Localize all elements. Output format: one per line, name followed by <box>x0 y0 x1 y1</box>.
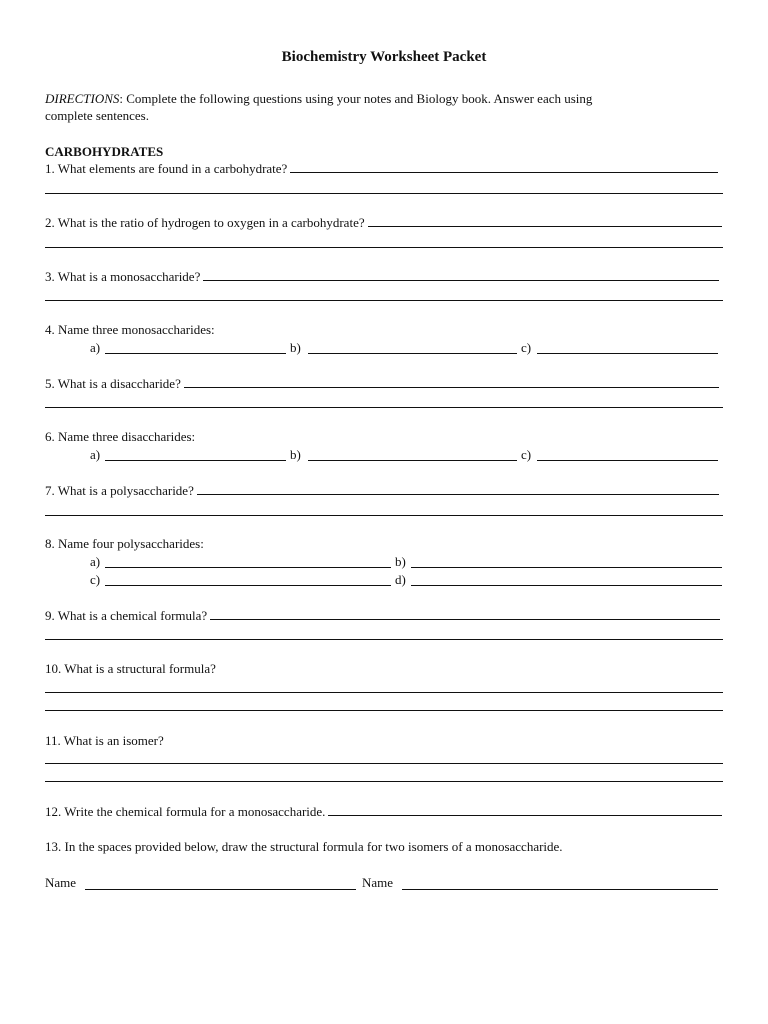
question-9-label: 9. What is a chemical formula? <box>45 608 208 623</box>
question-12-label: 12. Write the chemical formula for a monosaccharide. <box>45 804 326 819</box>
question-2-label: 2. What is the ratio of hydrogen to oxygen in a carbohydrate? <box>45 215 365 230</box>
question-9 <box>45 607 720 623</box>
name-field-2[interactable] <box>402 889 718 890</box>
q6-choice-a-label: a) <box>90 447 101 462</box>
question-2 <box>45 214 722 230</box>
directions-line-1 <box>45 91 592 106</box>
directions-label: DIRECTIONS <box>45 91 120 106</box>
question-12-answer-line[interactable] <box>328 815 722 816</box>
q8-choice-d-label: d) <box>395 572 406 587</box>
question-1-label: 1. What elements are found in a carbohydrate? <box>45 161 288 176</box>
question-10-answer-line-2[interactable] <box>45 710 723 711</box>
q8-choice-c-line[interactable] <box>105 585 391 586</box>
q6-choice-c-line[interactable] <box>537 460 718 461</box>
question-11-answer-line-2[interactable] <box>45 781 723 782</box>
question-10-answer-line-1[interactable] <box>45 692 723 693</box>
question-1-answer-line[interactable] <box>290 172 718 173</box>
section-heading: CARBOHYDRATES <box>45 144 164 159</box>
question-7 <box>45 482 719 498</box>
q6-choice-b-label: b) <box>290 447 301 462</box>
question-1-answer-line-2[interactable] <box>45 193 723 194</box>
question-6-label: 6. Name three disaccharides: <box>45 429 196 444</box>
q4-choice-b-line[interactable] <box>308 353 517 354</box>
question-11-answer-line-1[interactable] <box>45 763 723 764</box>
question-7-label: 7. What is a polysaccharide? <box>45 483 194 498</box>
question-9-answer-line[interactable] <box>210 619 720 620</box>
q4-choice-c-line[interactable] <box>537 353 718 354</box>
question-2-answer-line[interactable] <box>368 226 722 227</box>
q6-choice-a-line[interactable] <box>105 460 286 461</box>
name-field-1[interactable] <box>85 889 356 890</box>
q4-choice-b-label: b) <box>290 340 301 355</box>
q4-choice-a-label: a) <box>90 340 101 355</box>
directions-text-2: complete sentences. <box>45 108 149 123</box>
question-5 <box>45 375 719 391</box>
q8-choice-c-label: c) <box>90 572 101 587</box>
question-3-answer-line-2[interactable] <box>45 300 723 301</box>
question-1 <box>45 160 718 176</box>
q4-choice-c-label: c) <box>521 340 532 355</box>
question-3 <box>45 268 719 284</box>
name-label-2: Name <box>362 875 394 890</box>
question-7-answer-line[interactable] <box>197 494 719 495</box>
directions-text-1: : Complete the following questions using your notes and Biology book. Answer each using <box>119 91 593 106</box>
question-2-answer-line-2[interactable] <box>45 247 723 248</box>
page-title: Biochemistry Worksheet Packet <box>281 49 487 65</box>
question-5-answer-line[interactable] <box>184 387 719 388</box>
question-13-label: 13. In the spaces provided below, draw the structural formula for two isomers of a monosaccharide. <box>45 839 563 854</box>
question-8-label: 8. Name four polysaccharides: <box>45 536 204 551</box>
q8-choice-b-line[interactable] <box>411 567 722 568</box>
question-11-label: 11. What is an isomer? <box>45 733 164 748</box>
question-5-answer-line-2[interactable] <box>45 407 723 408</box>
q6-choice-b-line[interactable] <box>308 460 517 461</box>
question-7-answer-line-2[interactable] <box>45 515 723 516</box>
question-3-label: 3. What is a monosaccharide? <box>45 269 201 284</box>
q8-choice-a-label: a) <box>90 554 101 569</box>
question-5-label: 5. What is a disaccharide? <box>45 376 181 391</box>
question-9-answer-line-2[interactable] <box>45 639 723 640</box>
q4-choice-a-line[interactable] <box>105 353 286 354</box>
question-10-label: 10. What is a structural formula? <box>45 661 216 676</box>
question-12 <box>45 803 722 819</box>
question-3-answer-line[interactable] <box>203 280 719 281</box>
q8-choice-d-line[interactable] <box>411 585 722 586</box>
q8-choice-b-label: b) <box>395 554 406 569</box>
question-4-label: 4. Name three monosaccharides: <box>45 322 215 337</box>
name-label-1: Name <box>45 875 77 890</box>
q8-choice-a-line[interactable] <box>105 567 391 568</box>
q6-choice-c-label: c) <box>521 447 532 462</box>
